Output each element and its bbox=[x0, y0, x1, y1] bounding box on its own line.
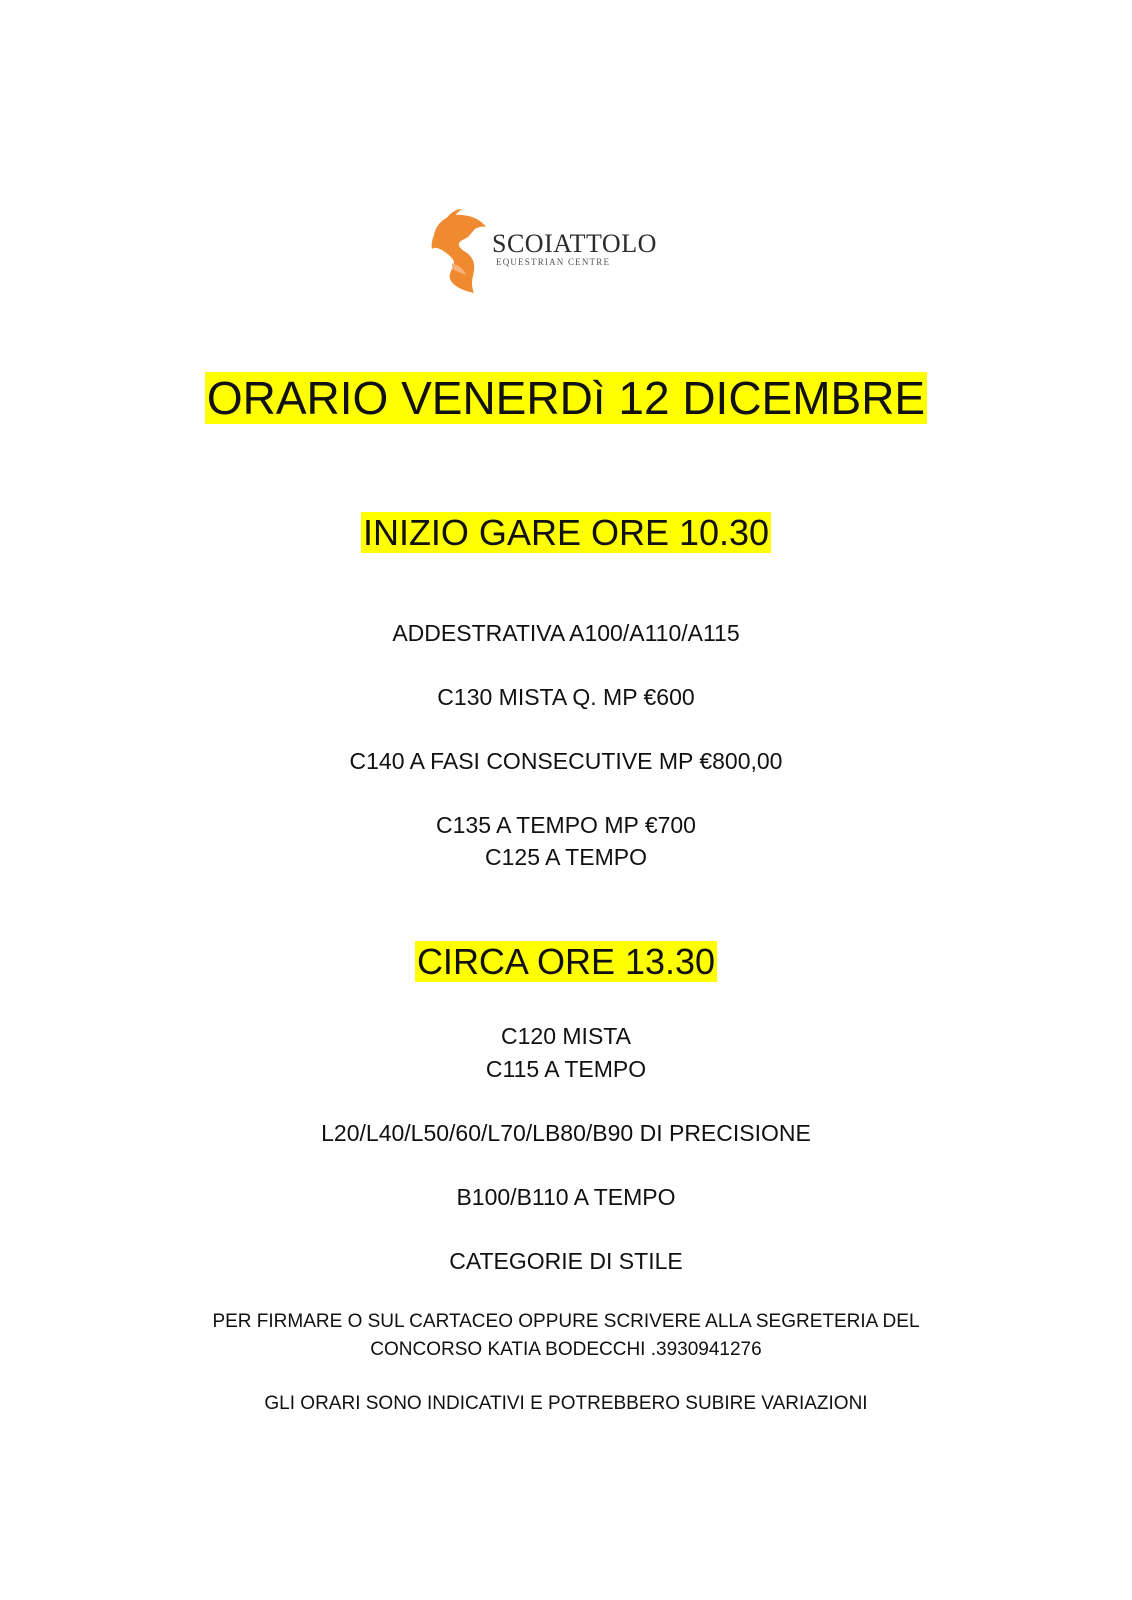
section-1-heading: INIZIO GARE ORE 10.30 bbox=[362, 512, 770, 553]
schedule-item: L20/L40/L50/60/L70/LB80/B90 DI PRECISIONE bbox=[321, 1120, 811, 1146]
horse-head-logo-icon bbox=[428, 205, 490, 293]
logo-name: SCOIATTOLO bbox=[492, 229, 657, 258]
logo bbox=[428, 205, 698, 295]
signup-note-line-2: CONCORSO KATIA BODECCHI .3930941276 bbox=[370, 1339, 762, 1360]
disclaimer-note: GLI ORARI SONO INDICATIVI E POTREBBERO SUBIRE VARIAZIONI bbox=[264, 1393, 868, 1414]
section-1-heading-row bbox=[0, 512, 1132, 554]
schedule-item: C130 MISTA Q. MP €600 bbox=[437, 684, 695, 710]
schedule-item: B100/B110 A TEMPO bbox=[456, 1184, 676, 1210]
schedule-item: C140 A FASI CONSECUTIVE MP €800,00 bbox=[349, 748, 783, 774]
schedule-item: CATEGORIE DI STILE bbox=[449, 1248, 683, 1274]
section-2-heading-row bbox=[0, 941, 1132, 983]
schedule-item: C120 MISTA bbox=[501, 1023, 631, 1049]
section-2-heading: CIRCA ORE 13.30 bbox=[416, 941, 716, 982]
schedule-item: C135 A TEMPO MP €700 bbox=[436, 812, 696, 838]
schedule-item: C115 A TEMPO bbox=[485, 1056, 647, 1082]
schedule-item: ADDESTRATIVA A100/A110/A115 bbox=[392, 620, 740, 646]
page-title: ORARIO VENERDì 12 DICEMBRE bbox=[206, 372, 926, 424]
page-title-row bbox=[0, 371, 1132, 425]
logo-tagline: EQUESTRIAN CENTRE bbox=[496, 257, 611, 267]
schedule-item: C125 A TEMPO bbox=[485, 844, 647, 870]
signup-note-line-1: PER FIRMARE O SUL CARTACEO OPPURE SCRIVERE ALLA SEGRETERIA DEL bbox=[212, 1311, 920, 1332]
